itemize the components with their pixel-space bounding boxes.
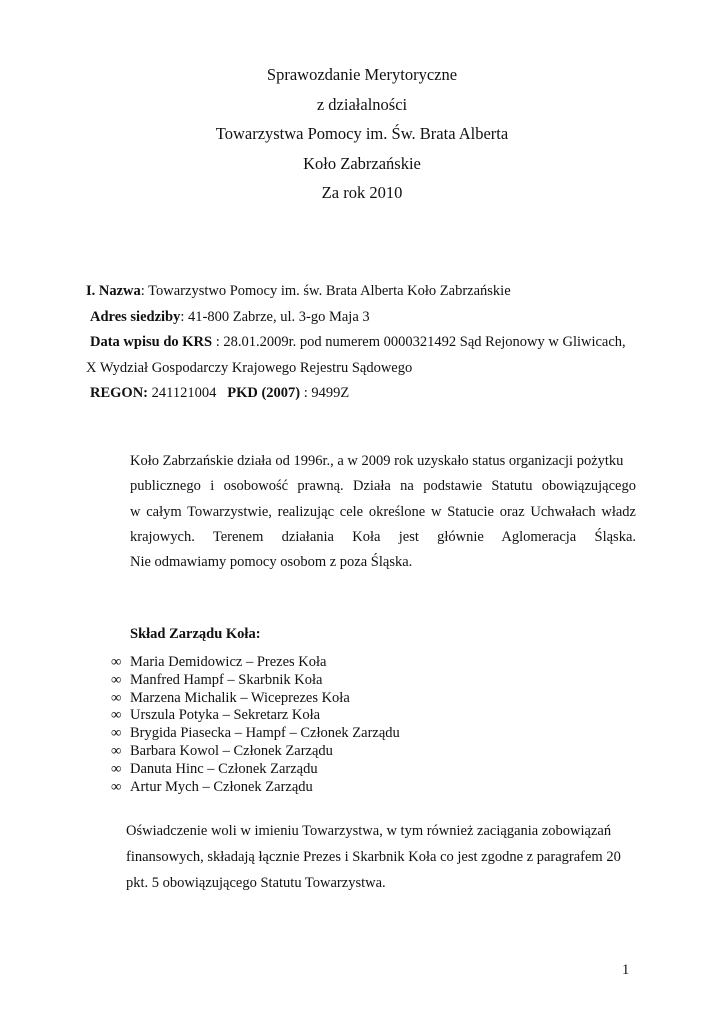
infinity-bullet-icon: ∞ [111, 671, 122, 688]
member-text: Urszula Potyka – Sekretarz Koła [130, 707, 321, 724]
regon-label: REGON: [90, 385, 148, 401]
member-text: Manfred Hampf – Skarbnik Koła [130, 671, 323, 688]
description-line: krajowych. Terenem działania Koła jest głównie Aglomeracja Śląska. [130, 528, 636, 545]
description-line: Koło Zabrzańskie działa od 1996r., a w 2009 rok uzyskało status organizacji pożytku [130, 453, 624, 469]
name-value: : Towarzystwo Pomocy im. św. Brata Alberta Koło Zabrzańskie [140, 283, 511, 299]
organization-info [86, 279, 646, 407]
description-line: Nie odmawiamy pomocy osobom z poza Śląska. [130, 554, 413, 571]
title-line: Sprawozdanie Merytoryczne [266, 65, 458, 84]
description-line: w całym Towarzystwie, realizując cele określone w Statucie oraz Uchwałach władz [130, 503, 636, 520]
address-value: : 41-800 Zabrze, ul. 3-go Maja 3 [180, 308, 370, 325]
declaration-line: Oświadczenie woli w imieniu Towarzystwa, w tym również zaciągania zobowiązań [126, 823, 612, 839]
infinity-bullet-icon: ∞ [111, 742, 122, 759]
list-item [111, 779, 400, 797]
regon-value: 241121004 [148, 385, 228, 401]
krs-label: Data wpisu do KRS [90, 334, 213, 350]
description-line: publicznego i osobowość prawną. Działa na podstawie Statutu obowiązującego [130, 478, 636, 495]
title-line: z działalności [316, 94, 408, 114]
infinity-bullet-icon: ∞ [111, 778, 122, 795]
title-line: Towarzystwa Pomocy im. Św. Brata Alberta [215, 124, 509, 143]
board-heading: Skład Zarządu Koła: [130, 626, 261, 642]
list-item [111, 743, 400, 761]
declaration-line: finansowych, składają łącznie Prezes i Skarbnik Koła co jest zgodne z paragrafem 20 [126, 849, 621, 865]
krs-row [86, 330, 646, 356]
member-text: Marzena Michalik – Wiceprezes Koła [130, 689, 350, 706]
member-text: Danuta Hinc – Członek Zarządu [130, 760, 318, 777]
document-title [0, 60, 724, 208]
list-item [111, 672, 400, 690]
list-item [111, 707, 400, 725]
address-row [86, 305, 646, 331]
krs-value: : 28.01.2009r. pod numerem 0000321492 Sąd Rejonowy w Gliwicach, [212, 334, 626, 350]
list-item [111, 761, 400, 779]
infinity-bullet-icon: ∞ [111, 725, 122, 742]
infinity-bullet-icon: ∞ [111, 707, 122, 724]
name-row [86, 279, 646, 305]
board-member-list [111, 654, 400, 796]
declaration-line: pkt. 5 obowiązującego Statutu Towarzystwa. [126, 875, 386, 891]
declaration-paragraph [126, 818, 636, 896]
description-paragraph [130, 449, 636, 575]
member-text: Brygida Piasecka – Hampf – Członek Zarządu [130, 725, 400, 742]
regon-row [86, 381, 646, 407]
infinity-bullet-icon: ∞ [111, 760, 122, 777]
list-item [111, 725, 400, 743]
address-label: Adres siedziby [90, 308, 181, 325]
title-line: Za rok 2010 [321, 183, 403, 202]
member-text: Barbara Kowol – Członek Zarządu [130, 742, 333, 759]
name-label: I. Nazwa [86, 283, 141, 299]
pkd-label: PKD (2007) [227, 385, 301, 401]
list-item [111, 690, 400, 708]
infinity-bullet-icon: ∞ [111, 654, 122, 670]
member-text: Artur Mych – Członek Zarządu [130, 778, 313, 795]
title-line: Koło Zabrzańskie [303, 153, 421, 173]
infinity-bullet-icon: ∞ [111, 689, 122, 706]
krs-continued-row: X Wydział Gospodarczy Krajowego Rejestru Sądowego [86, 359, 413, 376]
page-number: 1 [622, 962, 630, 978]
member-text: Maria Demidowicz – Prezes Koła [130, 654, 327, 670]
list-item [111, 654, 400, 672]
pkd-value: : 9499Z [300, 385, 350, 401]
